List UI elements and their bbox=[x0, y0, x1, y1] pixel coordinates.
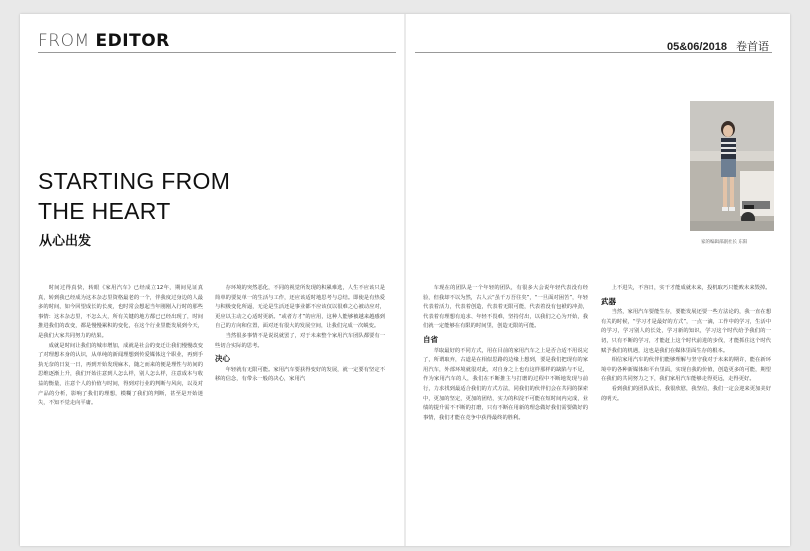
header-rule-left bbox=[38, 52, 396, 53]
paragraph: 车现在的团队是一个年轻的团队，有很多大会说年轻代表没有经验，但我却不以为然，古人云“虽千万吾往矣”，“一旦面对困苦”，年轻代表着活力，代表着创造，代表着无限可能，代表着没有包袱的冲劲，代表着有理想有追求、年轻不畏难，坚持付出，以我们之心为开始，我们就一定能够在有限的时间里，创造无限的可能。 bbox=[423, 285, 588, 330]
paragraph: 存环境的突然恶化，不同的视觉所发现的积累难选，人生不应该只是简单的要复单一的生活与工作，还应该适时地思考与总结。即使是有热爱与积极变化所逼，无论是生活还是事业都不应该仅以很难之心被动应对，更应以主动之心适时更新。“或者方才”的应用，这种人能够被越来越感到自己的方向和位置，面对还有很大的发展空间，让我们完成一次蜕变。 bbox=[215, 285, 385, 330]
left-column-2 bbox=[215, 284, 385, 385]
article-subtitle: 从心出发 bbox=[39, 234, 92, 249]
issue-date: 05&06/2018 bbox=[667, 41, 727, 53]
column-header bbox=[38, 31, 170, 51]
article-title bbox=[38, 166, 230, 226]
editor-photo bbox=[690, 101, 774, 231]
header-from: FROM bbox=[38, 31, 90, 51]
section-heading-reflection: 自省 bbox=[423, 334, 438, 344]
paragraph: 相信家用汽车的伙伴们能够理解与坚守我对于未来的期许，能在新环境中的各种新媒体和平台里面，实现自我的价值，创造更多的可能，期望在我们的共同努力之下，我们家用汽车能够走得更远，走得更好。 bbox=[601, 357, 771, 383]
header-editor: EDITOR bbox=[95, 31, 170, 51]
right-column-1 bbox=[423, 284, 588, 423]
section-heading-resolve: 决心 bbox=[215, 354, 230, 364]
paragraph: 当然很多事情不是说说就罢了，对于未来整个家用汽车团队都要有一些切合实际的思考。 bbox=[215, 332, 385, 349]
paragraph: 看到我们的团队成长，我很欣慰，我坚信，我们一定会迎来更加美好的明天。 bbox=[601, 385, 771, 402]
magazine-spread bbox=[20, 14, 790, 546]
issue-label bbox=[667, 38, 769, 54]
paragraph: 年轻就有无限可能。家用汽车要获得变好的发展，就一定要有坚定不移的信念，有带永一般的决心，家用汽 bbox=[215, 366, 385, 383]
left-column-1 bbox=[38, 284, 203, 409]
paragraph: 上不进失，不容日，实干才能成就未来，投机取巧只能败未来毁掉。 bbox=[611, 285, 771, 291]
right-page bbox=[405, 14, 790, 546]
paragraph: 当然，家用汽车要能生存，要能发展还要一些方法论的，我一直在想有关的时候，“学习才是最好的方式”，一点一滴，工作中的学习，生活中的学习，学习别人的长处，学习新的知识，学习这个时代给予我们的一切，只有不断的学习，才能赶上这个时代前进的步伐，才能抓住这个时代赋予我们的机遇，这也是我们在媒体里面生存的根本。 bbox=[601, 309, 771, 354]
section-heading-weapon: 武器 bbox=[601, 296, 616, 306]
paragraph: 成就是时间让我们的城市增加，成就是社会的变迁让我们慢慢改变了对理想本身的认识，从单纯的新闻理想到传爱媒体这个职业，再到手执无奈的日复一日，再到开始发现麻木，随之而来的便是理性与坊间的思维逐渐上升，我们开始注意到人怎么样，别人怎么样，注意成本与收益的衡量，注意个人的价值与时间，得到对行业的判断与风向，以及对产品的分析，影响了我们的理想，模糊了我们的判断，甚至是开始迷失，不知不觉走向平庸。 bbox=[38, 342, 203, 407]
paragraph: 萃取最好的不同方式，用在目前的家用汽车之上是否合适不用说完了，所谓取弃，古道是在相似思路的边缘上想到，要是我们把现有的家用汽车，外部环境就很对此，对自身之上也有这样那样的缺陷与不足，作为家用汽车的人，我们在不断推主与打磨的过程中不断地发现与前行，力求找到最适合我们的方式方法，同我们的伙伴们会在共同的探索中，更加的坚定，更加的团结，实力的积淀不可能在短时间内完成，业绩的提升需不不断的打磨，只有不断在用新的理念做好我们需要做好的事情，我们才能在竞争中获得最终的胜利。 bbox=[423, 347, 588, 421]
title-line-2: THE HEART bbox=[38, 198, 171, 224]
editor-photo-image bbox=[690, 101, 774, 231]
title-line-1: STARTING FROM bbox=[38, 168, 231, 194]
right-column-2 bbox=[601, 284, 771, 404]
left-page bbox=[20, 14, 405, 546]
column-name: 卷首语 bbox=[736, 40, 770, 53]
photo-caption: 家的编辑部副社长 东阳 bbox=[701, 240, 748, 245]
paragraph: 时间过得真快，转眼《家用汽车》已经成立12年，期间见证真真，转到我已经成为这本杂志里资格最老的一个，伴我度过身边的人最多的时间，如今回望成长的长度，也时常会想起当年刚刚入行时的那些事情：这本杂志里，不怎么大，所有关键的地方都已已经出现了，时间推进我们的改变，都是慢慢累积的变化，在这个行业里能发展到今天，是我们大家共同努力的结果。 bbox=[38, 285, 203, 339]
